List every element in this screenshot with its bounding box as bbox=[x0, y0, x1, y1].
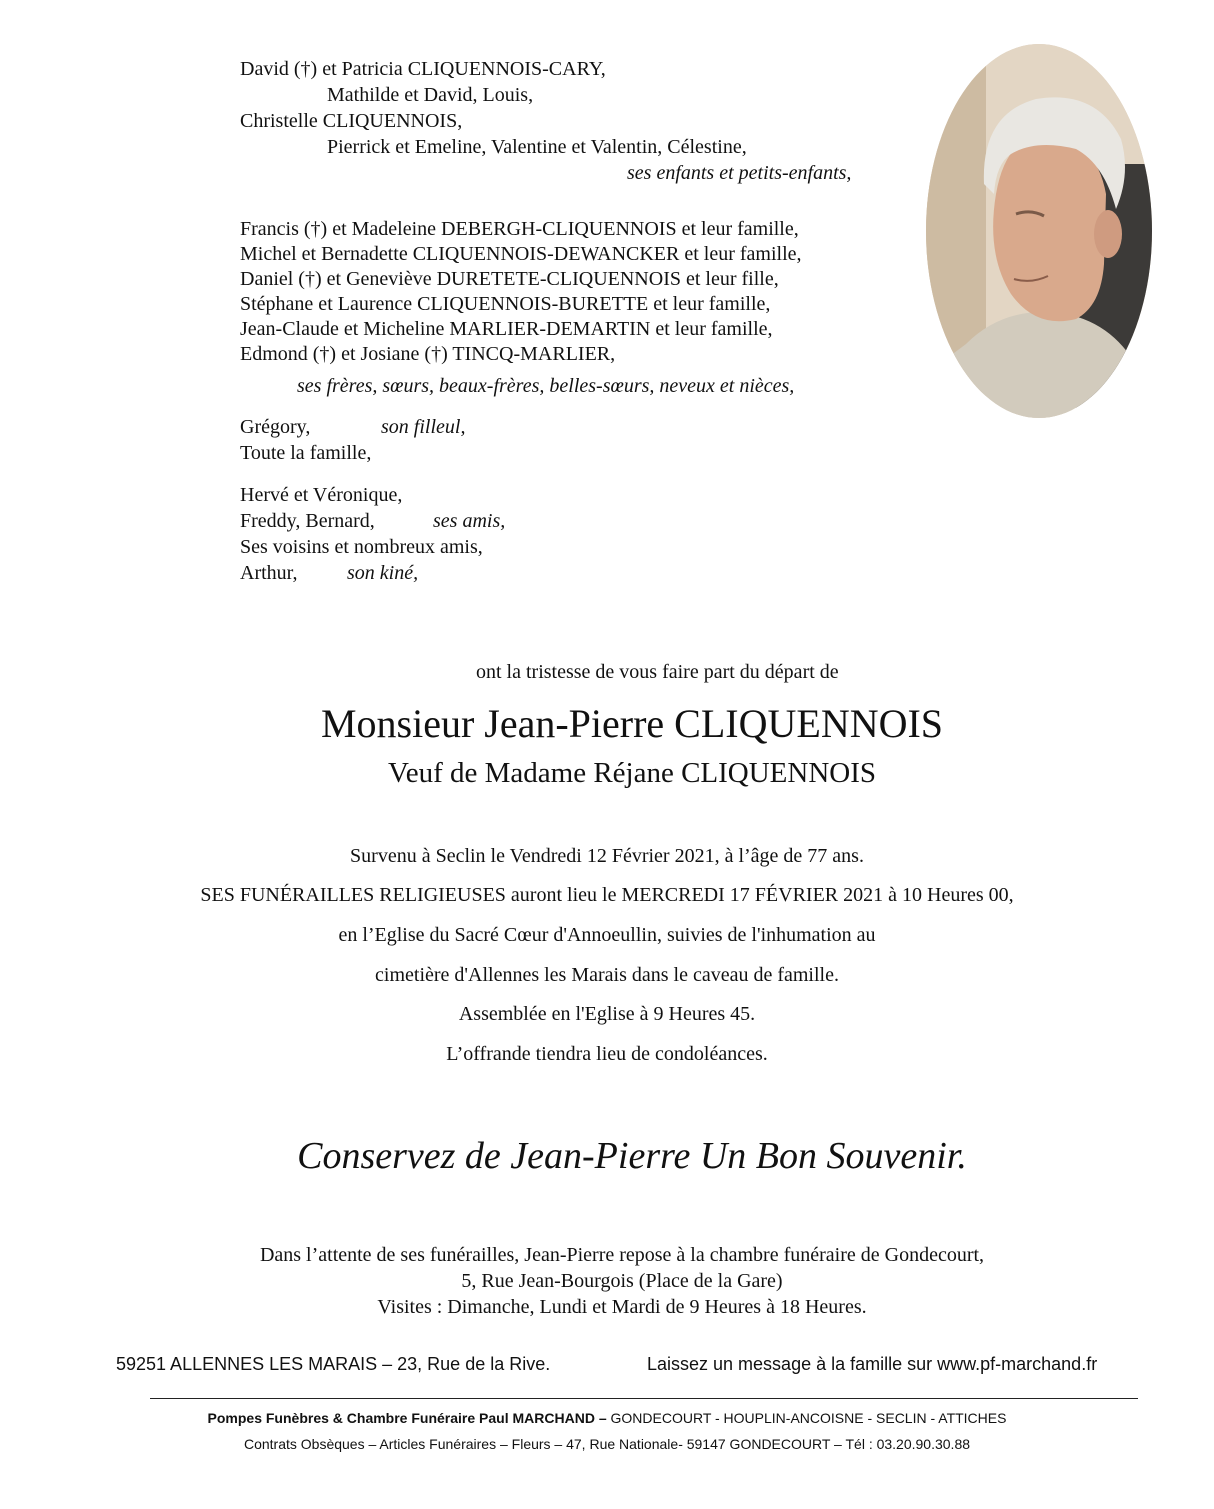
family-children-line-4: Pierrick et Emeline, Valentine et Valentin, Célestine, bbox=[327, 136, 747, 158]
family-siblings-line-3: Daniel (†) et Geneviève DURETETE-CLIQUENNOIS et leur fille, bbox=[240, 268, 779, 290]
deceased-name: Monsieur Jean-Pierre CLIQUENNOIS bbox=[320, 701, 944, 746]
physio-role: son kiné, bbox=[347, 562, 419, 584]
visitation-line-1: Dans l’attente de ses funérailles, Jean-Pierre repose à la chambre funéraire de Gondecourt, bbox=[259, 1244, 985, 1266]
family-siblings-line-6: Edmond (†) et Josiane (†) TINCQ-MARLIER, bbox=[240, 343, 616, 365]
godson-name: Grégory, bbox=[240, 416, 311, 438]
message-link[interactable]: Laissez un message à la famille sur www.pf-marchand.fr bbox=[647, 1354, 1098, 1374]
footer-services: Contrats Obsèques – Articles Funéraires – Fleurs – 47, Rue Nationale- 59147 GONDECOURT – Tél : 03.20.90.30.88 bbox=[243, 1436, 971, 1452]
detail-line-3: en l’Eglise du Sacré Cœur d'Annoeullin, suivies de l'inhumation au bbox=[338, 924, 876, 946]
visitation-line-2: 5, Rue Jean-Bourgois (Place de la Gare) bbox=[461, 1270, 783, 1292]
godson-role: son filleul, bbox=[381, 416, 466, 438]
family-children-line-3: Christelle CLIQUENNOIS, bbox=[240, 110, 463, 132]
siblings-role: ses frères, sœurs, beaux-frères, belles-sœurs, neveux et nièces, bbox=[297, 375, 795, 397]
portrait-illustration bbox=[926, 44, 1152, 418]
whole-family: Toute la famille, bbox=[240, 442, 372, 464]
footer-company: Pompes Funèbres & Chambre Funéraire Paul MARCHAND – bbox=[207, 1410, 607, 1426]
family-siblings-line-4: Stéphane et Laurence CLIQUENNOIS-BURETTE et leur famille, bbox=[240, 293, 771, 315]
detail-line-4: cimetière d'Allennes les Marais dans le caveau de famille. bbox=[375, 964, 839, 986]
portrait-photo bbox=[926, 44, 1152, 418]
detail-line-1: Survenu à Seclin le Vendredi 12 Février 2021, à l’âge de 77 ans. bbox=[350, 845, 864, 867]
address-line: 59251 ALLENNES LES MARAIS – 23, Rue de la Rive. bbox=[116, 1354, 551, 1374]
family-siblings-line-2: Michel et Bernadette CLIQUENNOIS-DEWANCKER et leur famille, bbox=[240, 243, 802, 265]
visitation-line-3: Visites : Dimanche, Lundi et Mardi de 9 Heures à 18 Heures. bbox=[377, 1296, 867, 1318]
friends-role: ses amis, bbox=[433, 510, 506, 532]
friends-line-2: Freddy, Bernard, bbox=[240, 510, 375, 532]
footer-company-line bbox=[0, 1410, 1214, 1426]
family-siblings-line-1: Francis (†) et Madeleine DEBERGH-CLIQUENNOIS et leur famille, bbox=[240, 218, 799, 240]
detail-line-6: L’offrande tiendra lieu de condoléances. bbox=[446, 1043, 768, 1065]
friends-line-1: Hervé et Véronique, bbox=[240, 484, 403, 506]
children-role: ses enfants et petits-enfants, bbox=[627, 162, 852, 184]
neighbours-line: Ses voisins et nombreux amis, bbox=[240, 536, 483, 558]
detail-line-2: SES FUNÉRAILLES RELIGIEUSES auront lieu le MERCREDI 17 FÉVRIER 2021 à 10 Heures 00, bbox=[200, 884, 1014, 906]
detail-line-5: Assemblée en l'Eglise à 9 Heures 45. bbox=[458, 1003, 756, 1025]
memorial-phrase: Conservez de Jean-Pierre Un Bon Souvenir. bbox=[297, 1135, 967, 1177]
physio-name: Arthur, bbox=[240, 562, 298, 584]
deceased-subtitle: Veuf de Madame Réjane CLIQUENNOIS bbox=[387, 757, 877, 789]
intro-text: ont la tristesse de vous faire part du départ de bbox=[476, 661, 839, 683]
footer-divider bbox=[150, 1398, 1138, 1399]
footer-locations: GONDECOURT - HOUPLIN-ANCOISNE - SECLIN - ATTICHES bbox=[606, 1410, 1007, 1426]
family-siblings-line-5: Jean-Claude et Micheline MARLIER-DEMARTIN et leur famille, bbox=[240, 318, 773, 340]
family-children-line-2: Mathilde et David, Louis, bbox=[327, 84, 534, 106]
family-children-line-1: David (†) et Patricia CLIQUENNOIS-CARY, bbox=[240, 58, 606, 80]
